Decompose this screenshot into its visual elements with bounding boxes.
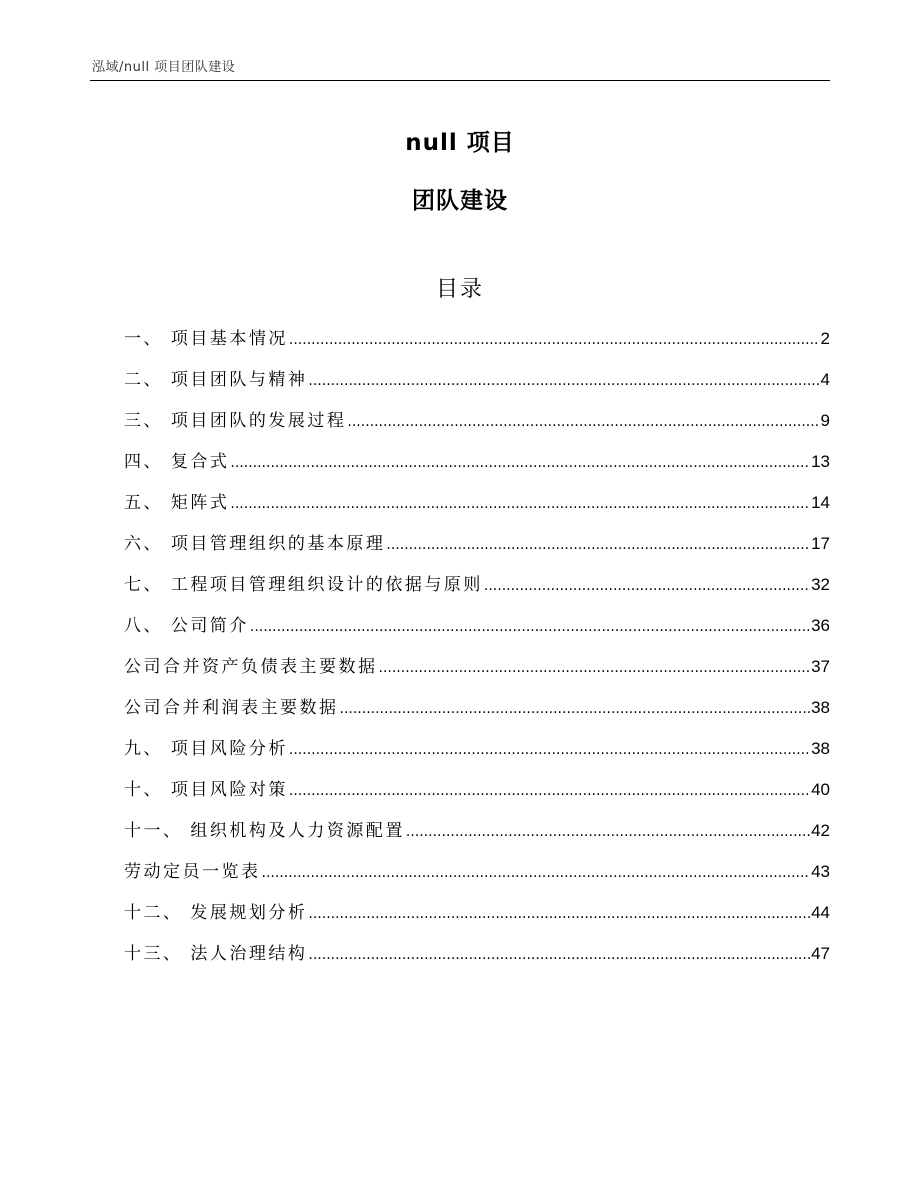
toc-entry-label: 二、 项目团队与精神	[124, 370, 308, 390]
toc-dot-leader	[386, 534, 810, 554]
toc-dot-leader	[347, 411, 819, 431]
toc-dot-leader	[250, 616, 810, 636]
toc-entry-page: 13	[811, 452, 830, 471]
toc-entry-label: 五、 矩阵式	[124, 493, 230, 513]
toc-entry-label: 公司合并利润表主要数据	[124, 698, 339, 718]
toc-entry-page: 2	[820, 329, 830, 348]
toc-entry[interactable]	[124, 488, 830, 529]
toc-entry-page: 42	[811, 821, 830, 840]
toc-entry-page: 17	[811, 534, 830, 553]
toc-entry-label: 四、 复合式	[124, 452, 230, 472]
toc-entry-label: 公司合并资产负债表主要数据	[124, 657, 378, 677]
toc-entry[interactable]	[124, 447, 830, 488]
toc-dot-leader	[308, 370, 819, 390]
toc-entry-label: 六、 项目管理组织的基本原理	[124, 534, 386, 554]
toc-entry-page: 40	[811, 780, 830, 799]
toc-entry-page: 43	[811, 862, 830, 881]
toc-entry[interactable]	[124, 365, 830, 406]
toc-entry-page: 44	[811, 903, 830, 922]
toc-entry-page: 38	[811, 739, 830, 758]
toc-entry[interactable]	[124, 775, 830, 816]
toc-entry-label: 劳动定员一览表	[124, 862, 261, 882]
toc-entry[interactable]	[124, 529, 830, 570]
toc-dot-leader	[406, 821, 810, 841]
toc-entry-label: 十三、 法人治理结构	[124, 944, 308, 964]
toc-entry[interactable]	[124, 734, 830, 775]
toc-entry[interactable]	[124, 857, 830, 898]
toc-dot-leader	[289, 780, 810, 800]
toc-entry[interactable]	[124, 324, 830, 365]
document-title: null 项目	[405, 130, 515, 156]
toc-entry-label: 七、 工程项目管理组织设计的依据与原则	[124, 575, 483, 595]
toc-dot-leader	[289, 329, 820, 349]
toc-entry[interactable]	[124, 652, 830, 693]
toc-heading: 目录	[435, 277, 484, 302]
toc-entry[interactable]	[124, 570, 830, 611]
toc-entry[interactable]	[124, 816, 830, 857]
toc-entry-page: 14	[811, 493, 830, 512]
toc-dot-leader	[340, 698, 811, 718]
toc-entry-page: 47	[811, 944, 830, 963]
toc-entry-page: 36	[811, 616, 830, 635]
toc-entry[interactable]	[124, 406, 830, 447]
toc-entry-label: 十二、 发展规划分析	[124, 903, 308, 923]
toc-dot-leader	[308, 903, 810, 923]
document-subtitle: 团队建设	[412, 188, 508, 214]
toc-entry-page: 4	[820, 370, 830, 389]
toc-entry[interactable]	[124, 898, 830, 939]
toc-entry-label: 九、 项目风险分析	[124, 739, 288, 759]
toc-dot-leader	[308, 944, 810, 964]
toc-entry[interactable]	[124, 611, 830, 652]
toc-entry[interactable]	[124, 939, 830, 980]
toc-entry-page: 37	[811, 657, 830, 676]
toc-dot-leader	[230, 493, 810, 513]
toc-dot-leader	[289, 739, 810, 759]
running-header: 泓域/null 项目团队建设	[92, 60, 236, 75]
toc-entry-page: 9	[820, 411, 830, 430]
header-divider	[90, 80, 830, 81]
toc-entry-label: 十、 项目风险对策	[124, 780, 288, 800]
toc-dot-leader	[379, 657, 811, 677]
toc-entry-label: 一、 项目基本情况	[124, 329, 288, 349]
toc-entry-label: 十一、 组织机构及人力资源配置	[124, 821, 405, 841]
toc-entry-page: 38	[811, 698, 830, 717]
toc-dot-leader	[262, 862, 811, 882]
toc-entry-page: 32	[811, 575, 830, 594]
table-of-contents	[124, 324, 830, 980]
toc-dot-leader	[230, 452, 810, 472]
toc-entry-label: 八、 公司简介	[124, 616, 249, 636]
toc-entry[interactable]	[124, 693, 830, 734]
toc-entry-label: 三、 项目团队的发展过程	[124, 411, 347, 431]
toc-dot-leader	[484, 575, 810, 595]
